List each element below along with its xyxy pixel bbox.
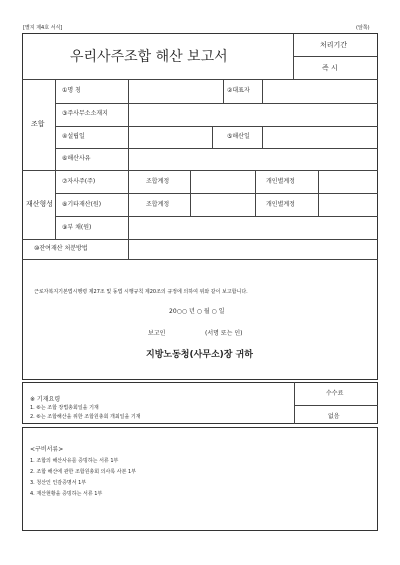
signature-label: (서명 또는 인) [205,330,243,337]
attachment-item-1: 1. 조합의 해산사유를 증빙하는 서류 1부 [30,458,119,464]
liquidation-section-label: 재산형성 [26,200,54,208]
report-date: 20○○ 년 ○ 월 ○ 일 [169,308,225,315]
other-personal-account-label: 개인별계정 [266,201,295,208]
fee-label: 수수료 [326,390,344,397]
addressee: 지방노동청(사무소)장 귀하 [146,350,253,360]
liabilities-label: ⑨부 채(원) [62,224,92,231]
residual-property-label: ⑩잔여재산 처분방법 [34,245,88,252]
attachments-box [22,427,378,531]
treasury-personal-account-label: 개인별계정 [266,178,295,185]
attachments-title: <구비서류> [30,446,64,453]
established-date-label: ④설립일 [62,133,85,140]
union-section-label: 조합 [31,120,45,128]
form-title: 우리사주조합 해산 보고서 [70,49,228,65]
address-label: ③주사무소소재지 [62,110,108,117]
reporter-label: 보고인 [148,330,166,337]
other-union-account-label: 조합계정 [146,201,170,208]
form-number: [별지 제4호 서식] [23,25,63,31]
other-assets-label: ⑧기타재산(원) [62,201,102,208]
treasury-union-account-label: 조합계정 [146,178,170,185]
representative-label: ②대표자 [227,87,250,94]
attachment-item-2: 2. 조합 해산에 관한 조합원총회 의사록 사본 1부 [30,469,137,475]
name-label: ①명 칭 [62,87,81,94]
treasury-stock-label: ⑦자사주(주) [62,178,96,185]
page-side-label: (앞쪽) [356,25,370,31]
processing-period-label: 처리기간 [320,41,348,49]
processing-period-value: 즉 시 [322,64,338,72]
note-item-2: 2. ⑥는 조합해산을 위한 조합원총회 개최일을 기재 [30,414,141,420]
dissolution-date-label: ⑤해산일 [227,133,250,140]
attachment-item-4: 4. 재산현황을 증빙하는 서류 1부 [30,491,103,497]
attachment-item-3: 3. 청산인 인감증명서 1부 [30,480,87,486]
note-item-1: 1. ⑥는 조합 장법총회일을 기재 [30,405,99,411]
notes-title: ※ 기재요령 [30,396,61,403]
fee-value: 없음 [328,413,340,420]
dissolution-reason-label: ⑥해산사유 [62,155,91,162]
declaration-statement: 근로자복지기본법시행령 제27조 및 동법 시행규칙 제20조의 규정에 의하여 위와 같이 보고합니다. [34,289,248,295]
